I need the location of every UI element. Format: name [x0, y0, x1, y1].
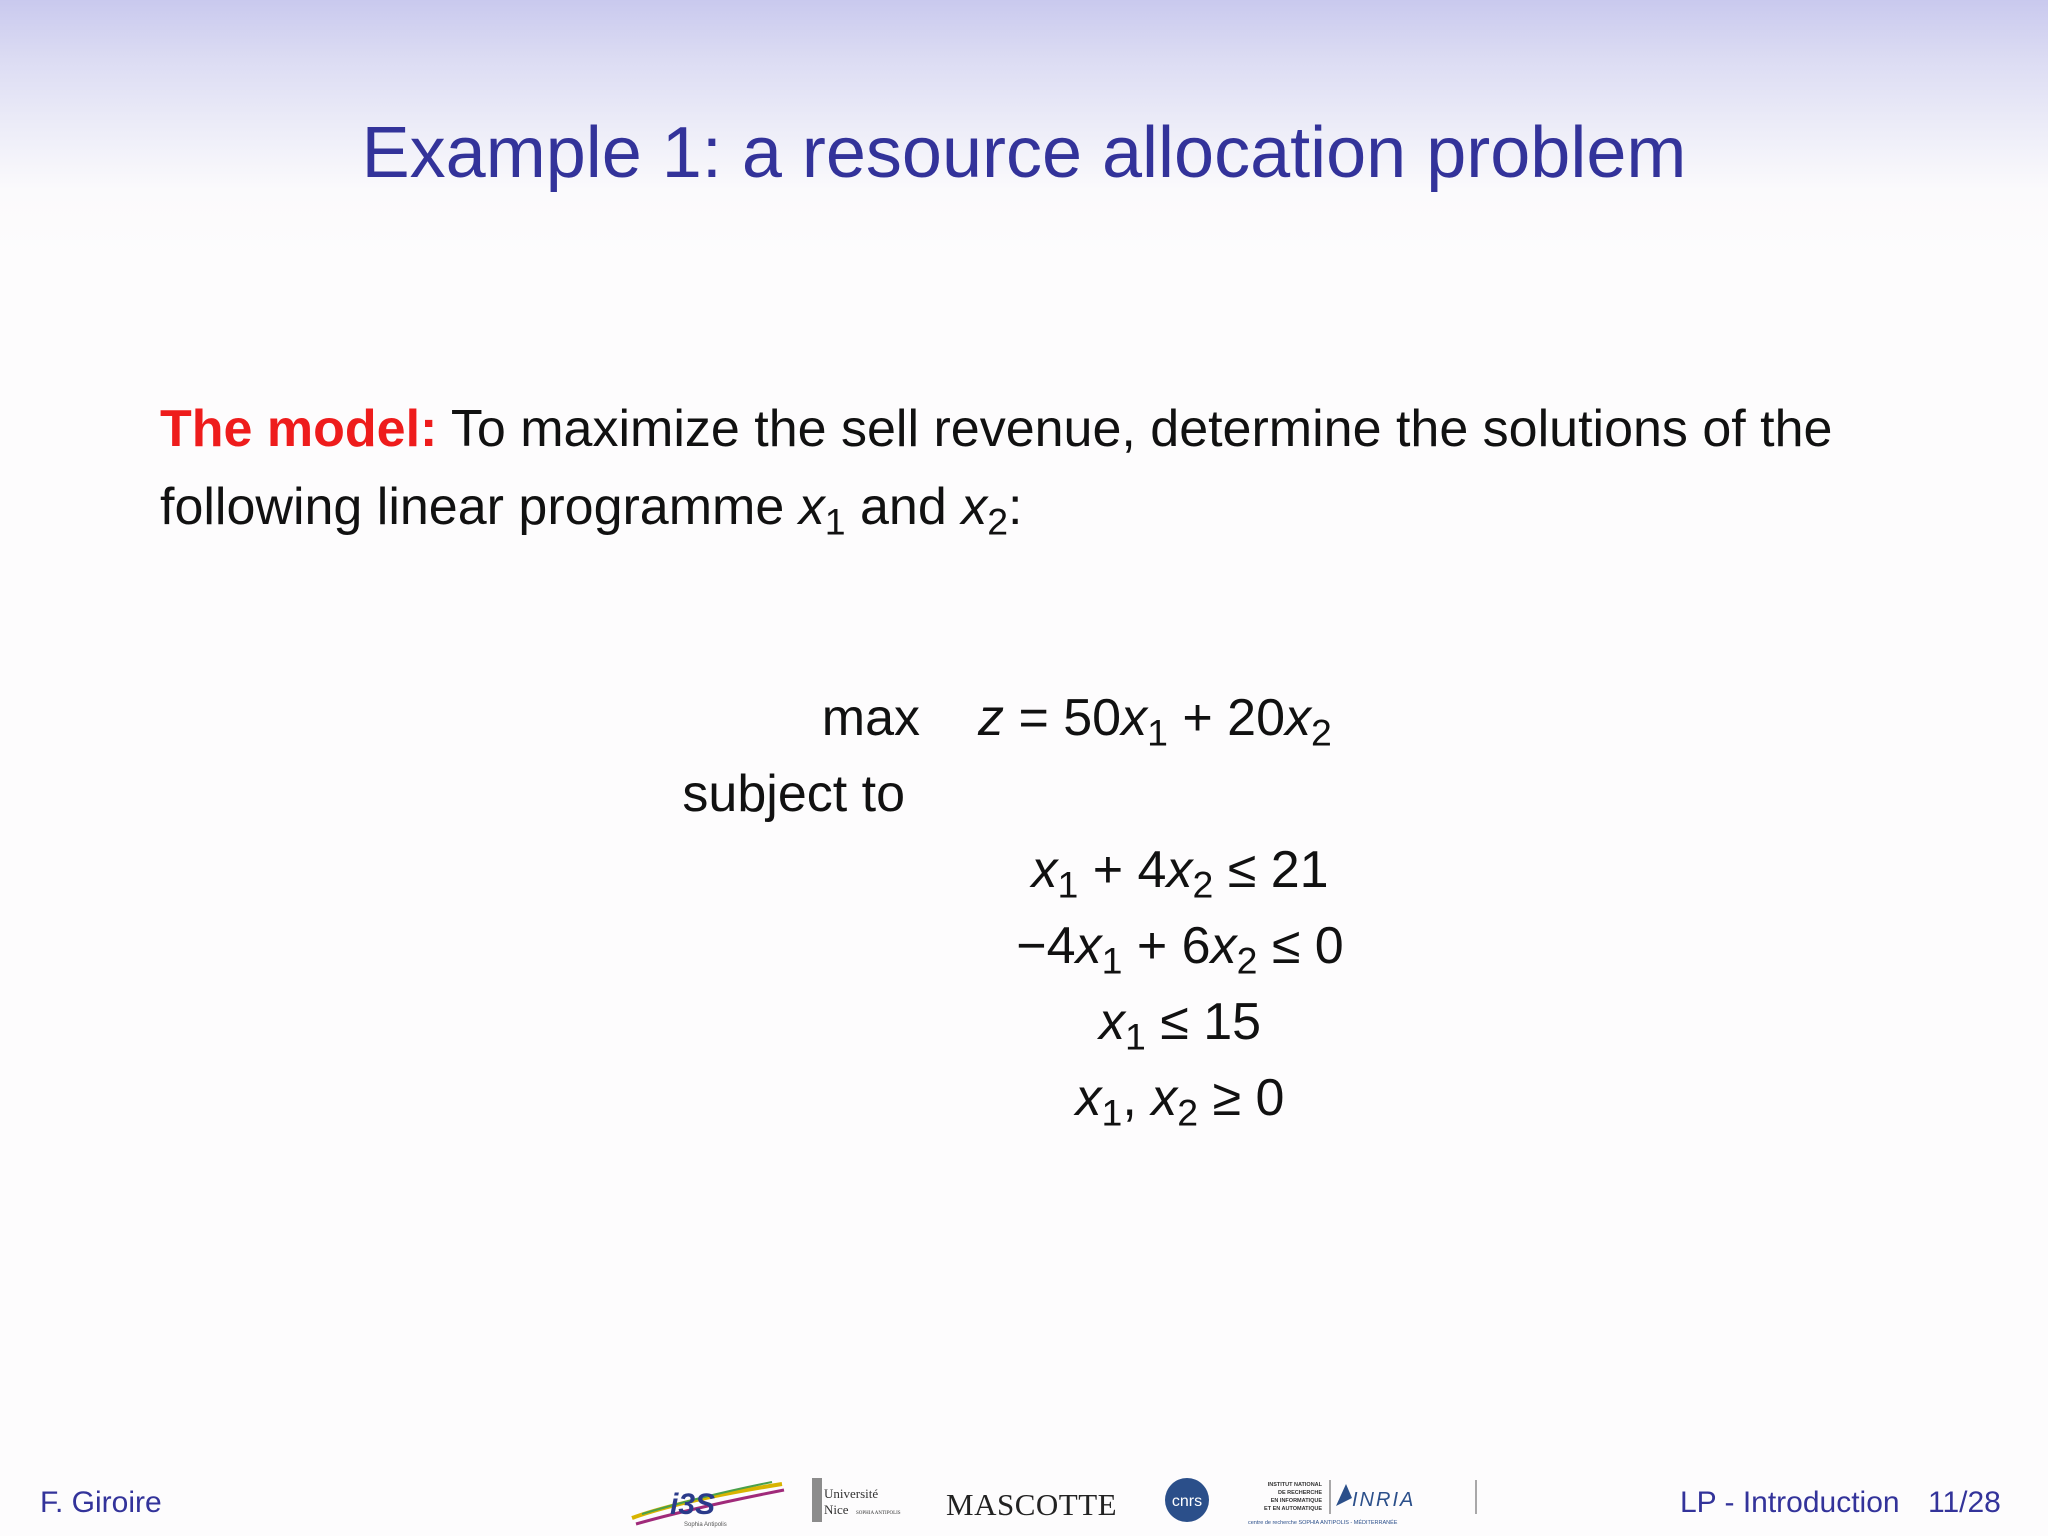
max-label: max — [821, 689, 920, 747]
svg-text:SOPHIA ANTIPOLIS: SOPHIA ANTIPOLIS — [856, 1511, 901, 1516]
inria-logo — [1244, 1470, 1480, 1530]
svg-text:Sophia Antipolis: Sophia Antipolis — [684, 1522, 727, 1528]
svg-text:ET EN AUTOMATIQUE: ET EN AUTOMATIQUE — [1264, 1506, 1322, 1512]
svg-text:INRIA: INRIA — [1352, 1489, 1416, 1511]
svg-text:INSTITUT NATIONAL: INSTITUT NATIONAL — [1267, 1482, 1322, 1488]
unice-logo — [810, 1470, 930, 1530]
var-x2: $x_2$ — [961, 478, 1009, 543]
subject-to-label: subject to — [682, 765, 905, 823]
i3s-logo — [622, 1470, 792, 1530]
constraint-2: $-4x_1 + 6x_2 \le 0$ — [1016, 917, 1344, 982]
constraint-1: $x_1 + 4x_2 \le 21$ — [1031, 841, 1329, 906]
cnrs-logo — [1160, 1470, 1214, 1530]
svg-text:EN INFORMATIQUE: EN INFORMATIQUE — [1270, 1498, 1322, 1504]
model-keyword: The model: — [160, 400, 438, 458]
svg-text:DE RECHERCHE: DE RECHERCHE — [1277, 1490, 1322, 1496]
svg-text:cnrs: cnrs — [1171, 1493, 1203, 1510]
svg-text:Université: Université — [824, 1486, 879, 1501]
var-x1: $x_1$ — [798, 478, 846, 543]
constraint-4: $x_1$, $x_2 \ge 0$ — [1075, 1069, 1285, 1134]
svg-text:Nice: Nice — [824, 1502, 849, 1517]
objective-function: $z = 50x_1 + 20x_2$ — [978, 689, 1332, 754]
mascotte-logo: MASCOTTE — [946, 1487, 1118, 1522]
model-and: and — [860, 478, 947, 536]
constraint-3: $x_1 \le 15$ — [1098, 993, 1262, 1058]
model-paragraph — [160, 390, 1920, 546]
svg-text:centre de recherche SOPHIA ANT: centre de recherche SOPHIA ANTIPOLIS - MÉDITERRANÉE — [1248, 1520, 1398, 1526]
model-text: To maximize the sell revenue, determine the solutions of the following linear programme — [160, 400, 1833, 536]
footer-page-number: 11/28 — [1928, 1486, 2001, 1519]
svg-text:i3S: i3S — [670, 1488, 716, 1521]
footer-author: F. Giroire — [40, 1486, 162, 1519]
slide-title: Example 1: a resource allocation problem — [361, 113, 1687, 193]
footer-section: LP - Introduction — [1680, 1486, 1900, 1519]
model-colon: : — [1008, 478, 1023, 536]
